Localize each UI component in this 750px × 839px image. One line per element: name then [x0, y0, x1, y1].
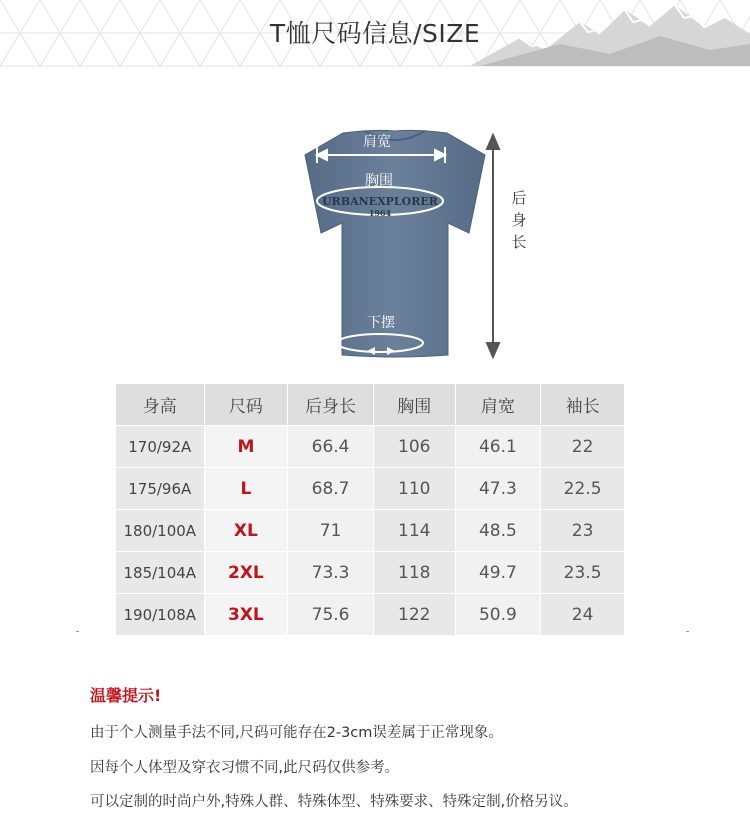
back-length-cell: 66.4: [288, 426, 374, 468]
header-shoulder: 肩宽: [455, 384, 541, 426]
table-row: [116, 594, 625, 636]
sleeve-cell: 23: [541, 510, 625, 552]
size-table: [115, 383, 625, 636]
chest-cell: 114: [373, 510, 455, 552]
height-cell: 180/100A: [116, 510, 205, 552]
shoulder-cell: 46.1: [455, 426, 541, 468]
sleeve-cell: 23.5: [541, 552, 625, 594]
chest-cell: 110: [373, 468, 455, 510]
chest-cell: 106: [373, 426, 455, 468]
tip-line: 因每个人体型及穿衣习惯不同,此尺码仅供参考。: [90, 760, 400, 776]
header-back-length: 后身长: [288, 384, 374, 426]
tshirt-diagram: [255, 115, 535, 370]
table-row: [116, 510, 625, 552]
back-length-cell: 68.7: [288, 468, 374, 510]
table-row: [116, 552, 625, 594]
height-cell: 185/104A: [116, 552, 205, 594]
back-length-cell: 71: [288, 510, 374, 552]
tip-line: 由于个人测量手法不同,尺码可能存在2-3cm误差属于正常现象。: [90, 725, 503, 741]
sleeve-cell: 22.5: [541, 468, 625, 510]
header-banner: [0, 0, 750, 80]
chest-label: 胸围: [365, 173, 393, 189]
tip-line: 可以定制的时尚户外,特殊人群、特殊体型、特殊要求、特殊定制,价格另议。: [90, 794, 578, 810]
sleeve-cell: 22: [541, 426, 625, 468]
shoulder-cell: 47.3: [455, 468, 541, 510]
back-length-cell: 73.3: [288, 552, 374, 594]
size-cell: M: [204, 426, 288, 468]
shoulder-cell: 50.9: [455, 594, 541, 636]
height-cell: 175/96A: [116, 468, 205, 510]
back-length-cell: 75.6: [288, 594, 374, 636]
header-height: 身高: [116, 384, 205, 426]
header-sleeve: 袖长: [541, 384, 625, 426]
chest-cell: 118: [373, 552, 455, 594]
height-cell: 170/92A: [116, 426, 205, 468]
height-cell: 190/108A: [116, 594, 205, 636]
shirt-print-year: 1964: [368, 208, 392, 218]
hem-label: 下摆: [367, 315, 395, 331]
tips-title: 温馨提示!: [90, 686, 162, 705]
size-cell: XL: [204, 510, 288, 552]
back-length-arrow: [487, 135, 499, 357]
table-row: [116, 426, 625, 468]
table-row: [116, 468, 625, 510]
tshirt-icon: [305, 130, 485, 357]
divider-dot: [76, 631, 79, 632]
shoulder-cell: 49.7: [455, 552, 541, 594]
size-cell: 3XL: [204, 594, 288, 636]
shoulder-width-label: 肩宽: [363, 134, 391, 150]
header-chest: 胸围: [373, 384, 455, 426]
divider-dot: [686, 631, 689, 632]
chest-cell: 122: [373, 594, 455, 636]
page-title: T恤尺码信息/SIZE: [269, 19, 481, 48]
shoulder-cell: 48.5: [455, 510, 541, 552]
size-cell: 2XL: [204, 552, 288, 594]
sleeve-cell: 24: [541, 594, 625, 636]
header-size: 尺码: [204, 384, 288, 426]
size-cell: L: [204, 468, 288, 510]
back-length-label: 后 身 长: [511, 189, 527, 251]
shirt-print-text: URBANEXPLORER: [322, 195, 438, 208]
table-header-row: [116, 384, 625, 426]
